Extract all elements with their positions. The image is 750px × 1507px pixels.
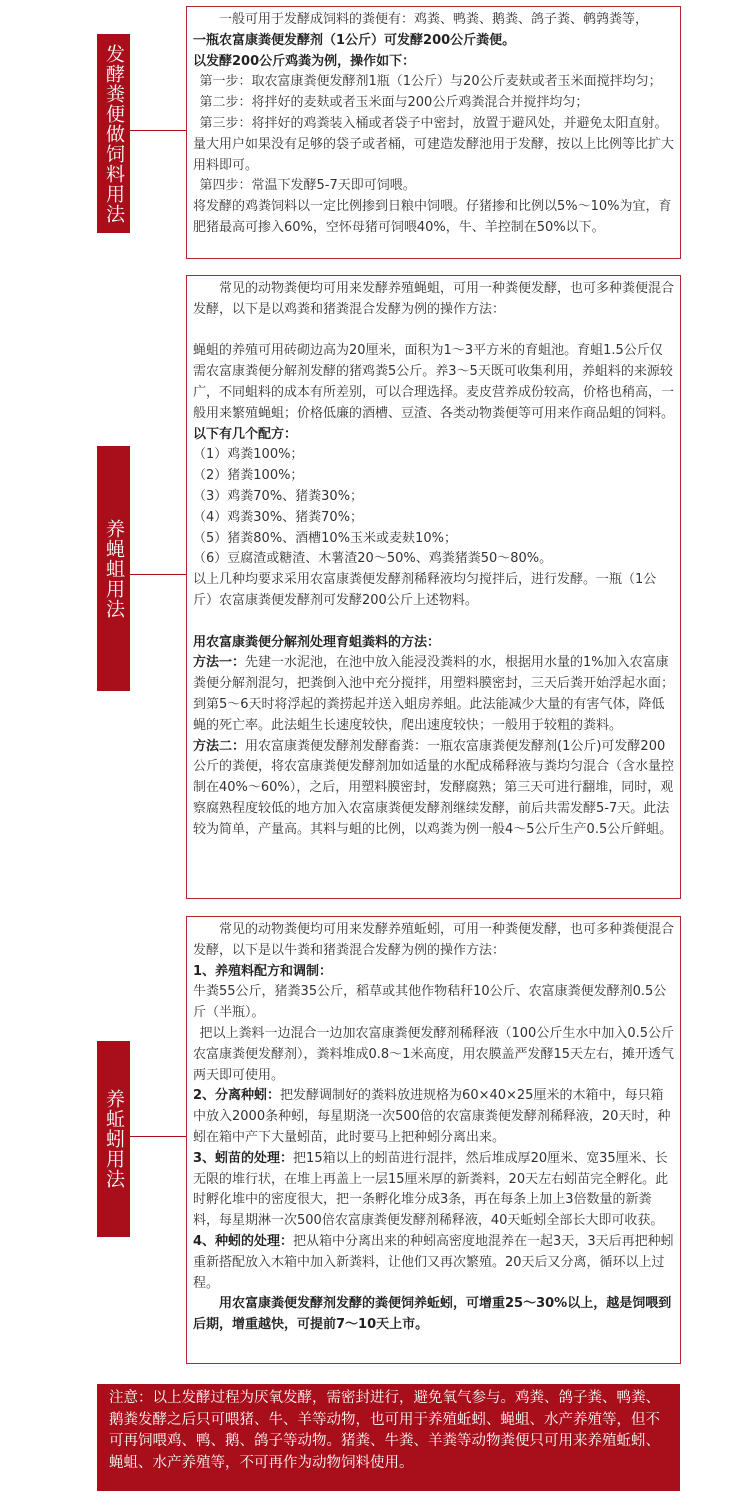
section3-step1-title: 1、养殖料配方和调制：: [193, 963, 333, 979]
section3-label: 养蚯蚓用法: [97, 1041, 130, 1237]
section2-formula-5: （5）猪粪80%、酒槽10%玉米或麦麸10%；: [193, 530, 457, 546]
section1-line-1: 一般可用于发酵成饲料的粪便有：鸡粪、鸭粪、鹅粪、鸽子粪、鹌鹑粪等，: [219, 12, 649, 27]
section1-step-2: 第二步：将拌好的麦麸或者玉米面与200公斤鸡粪混合并搅拌均匀；: [199, 95, 589, 111]
section2-para2: 以上几种均要求采用农富康粪便发酵剂稀释液均匀搅拌后，进行发酵。一瓶（1公斤）农富康粪便发酵剂可发酵200公斤上述物料。: [193, 572, 657, 608]
section2-formula-4: （4）鸡粪30%、猪粪70%；: [193, 509, 364, 525]
section1-box: [186, 6, 681, 259]
section1-line-8: 将发酵的鸡粪饲料以一定比例掺到日粮中饲喂。仔猪掺和比例以5%～10%为宜，育肥猪最高可掺入60%，空怀母猪可饲喂40%，牛、羊控制在50%以下。: [193, 199, 672, 235]
section3-step4: 4、种蚓的处理：把从箱中分离出来的种蚓高密度地混养在一起3天，3天后再把种蚓重新搭配放入木箱中加入新粪料，让他们又再次繁殖。20天后又分离，循环以上过程。: [193, 1233, 674, 1291]
section3-step1-text2: 把以上粪料一边混合一边加农富康粪便发酵剂稀释液（100公斤生水中加入0.5公斤农富康粪便发酵剂），粪料堆成0.8～1米高度，用农膜盖严发酵15天左右，摊开透气两天即可使用。: [193, 1025, 674, 1083]
section2-label: 养蝇蛆用法: [97, 446, 130, 691]
section3-box: [186, 916, 681, 1364]
section1-line-3: 以发酵200公斤鸡粪为例，操作如下：: [193, 53, 416, 69]
section1-step-3: 第三步：将拌好的鸡粪装入桶或者袋子中密封，放置于避风处，并避免太阳直射。量大用户如果没有足够的袋子或者桶，可建造发酵池用于发酵，按以上比例等比扩大用料即可。: [193, 115, 675, 173]
section1-label: 发酵粪便做饲料用法: [97, 34, 130, 233]
note-banner: [97, 1384, 680, 1491]
section3-connector: [130, 1136, 186, 1137]
section2-box: [186, 275, 681, 899]
section2-formula-6: （6）豆腐渣或糖渣、木薯渣20～50%、鸡粪猪粪50～80%。: [193, 551, 553, 567]
section3-step2: 2、分离种蚓：把发酵调制好的粪料放进规格为60×40×25厘米的木箱中，每只箱中放入2000条种蚓，每星期浇一次500倍的农富康粪便发酵剂稀释液，20天时，种蚓在箱中产下大量蚓苗，此时要马上把种蚓分离出来。: [193, 1088, 671, 1145]
section1-step-1: 第一步：取农富康粪便发酵剂1瓶（1公斤）与20公斤麦麸或者玉米面搅拌均匀；: [199, 74, 662, 90]
section3-step1-text1: 牛粪55公斤，猪粪35公斤，稻草或其他作物秸秆10公斤、农富康粪便发酵剂0.5公斤（半瓶）。: [193, 984, 667, 1021]
section3-closing: 用农富康粪便发酵剂发酵的粪便饲养蚯蚓，可增重25～30%以上，越是饲喂到后期，增重越快，可提前7～10天上市。: [193, 1296, 672, 1333]
note-text: 注意：以上发酵过程为厌氧发酵，需密封进行，避免氧气参与。鸡粪、鸽子粪、鸭粪、鹅粪发酵之后只可喂猪、牛、羊等动物，也可用于养殖蚯蚓、蝇蛆、水产养殖等，但不可再饲喂鸡、鸭、鹅、鸽子等动物。猪粪、牛粪、羊粪等动物粪便只可用来养殖蚯蚓、蝇蛆、水产养殖等，不可再作为动物饲料使用。: [109, 1390, 660, 1471]
section1-step-4: 第四步：常温下发酵5-7天即可饲喂。: [199, 178, 416, 194]
section2-method-title: 用农富康粪便分解剂处理育蛆粪料的方法：: [193, 634, 441, 650]
section2-intro: 常见的动物粪便均可用来发酵养殖蝇蛆，可用一种粪便发酵，也可多种粪便混合发酵，以下是以鸡粪和猪粪混合发酵为例的操作方法：: [193, 281, 675, 317]
section2-method1: 方法一：先建一水泥池，在池中放入能浸没粪料的水，根据用水量的1%加入农富康粪便分解剂混匀，把粪倒入池中充分搅拌，用塑料膜密封，三天后粪开始浮起水面；到第5～6天时将浮起的粪捞起并送入蛆房养蛆。此法能减少大量的有害气体，降低蝇的死亡率。此法蛆生长速度较快，爬出速度较快；一般用于较粗的粪料。: [193, 655, 675, 733]
section2-formula-2: （2）猪粪100%；: [193, 468, 304, 484]
section2-connector: [130, 574, 186, 575]
section1-connector: [130, 130, 186, 131]
section2-formula-heading: 以下有几个配方：: [193, 426, 298, 442]
section3-intro: 常见的动物粪便均可用来发酵养殖蚯蚓，可用一种粪便发酵，也可多种粪便混合发酵，以下是以牛粪和猪粪混合发酵为例的操作方法：: [193, 922, 675, 958]
section2-formula-1: （1）鸡粪100%；: [193, 447, 304, 463]
section1-line-2: 一瓶农富康粪便发酵剂（1公斤）可发酵200公斤粪便。: [193, 32, 516, 48]
section2-formula-3: （3）鸡粪70%、猪粪30%；: [193, 488, 364, 504]
section2-method2: 方法二：用农富康粪便发酵剂发酵畜粪：一瓶农富康粪便发酵剂(1公斤)可发酵200公斤的粪便，将农富康粪便发酵剂加如适量的水配成稀释液与粪均匀混合（含水量控制在40%～60%），之后，用塑料膜密封，发酵腐熟；第三天可进行翻堆，同时，观察腐熟程度较低的地方加入农富康粪便发酵剂继续发酵，前后共需发酵5-7天。此法较为简单，产量高。其料与蛆的比例，以鸡粪为例一般4～5公斤生产0.5公斤鲜蛆。: [193, 738, 675, 837]
section2-para1: 蝇蛆的养殖可用砖砌边高为20厘米，面积为1～3平方米的育蛆池。育蛆1.5公斤仅需农富康粪便分解剂发酵的猪鸡粪5公斤。养3～5天既可收集利用，养蛆料的来源较广，不同蛆料的成本有所差别，可以合理选择。麦皮营养成份较高，价格也稍高，一般用来繁殖蝇蛆；价格低廉的酒槽、豆渣、各类动物粪便等可用来作商品蛆的饲料。以下有几个配方：: [193, 343, 675, 442]
section3-step3: 3、蚓苗的处理：把15箱以上的蚓苗进行混拌，然后堆成厚20厘米、宽35厘米、长无限的堆行状，在堆上再盖上一层15厘米厚的新粪料，20天左右蚓苗完全孵化。此时孵化堆中的密度很大，把一条孵化堆分成3条，再在每条上加上3倍数量的新粪料，每星期淋一次500倍农富康粪便发酵剂稀释液，40天蚯蚓全部长大即可收获。: [193, 1150, 669, 1229]
